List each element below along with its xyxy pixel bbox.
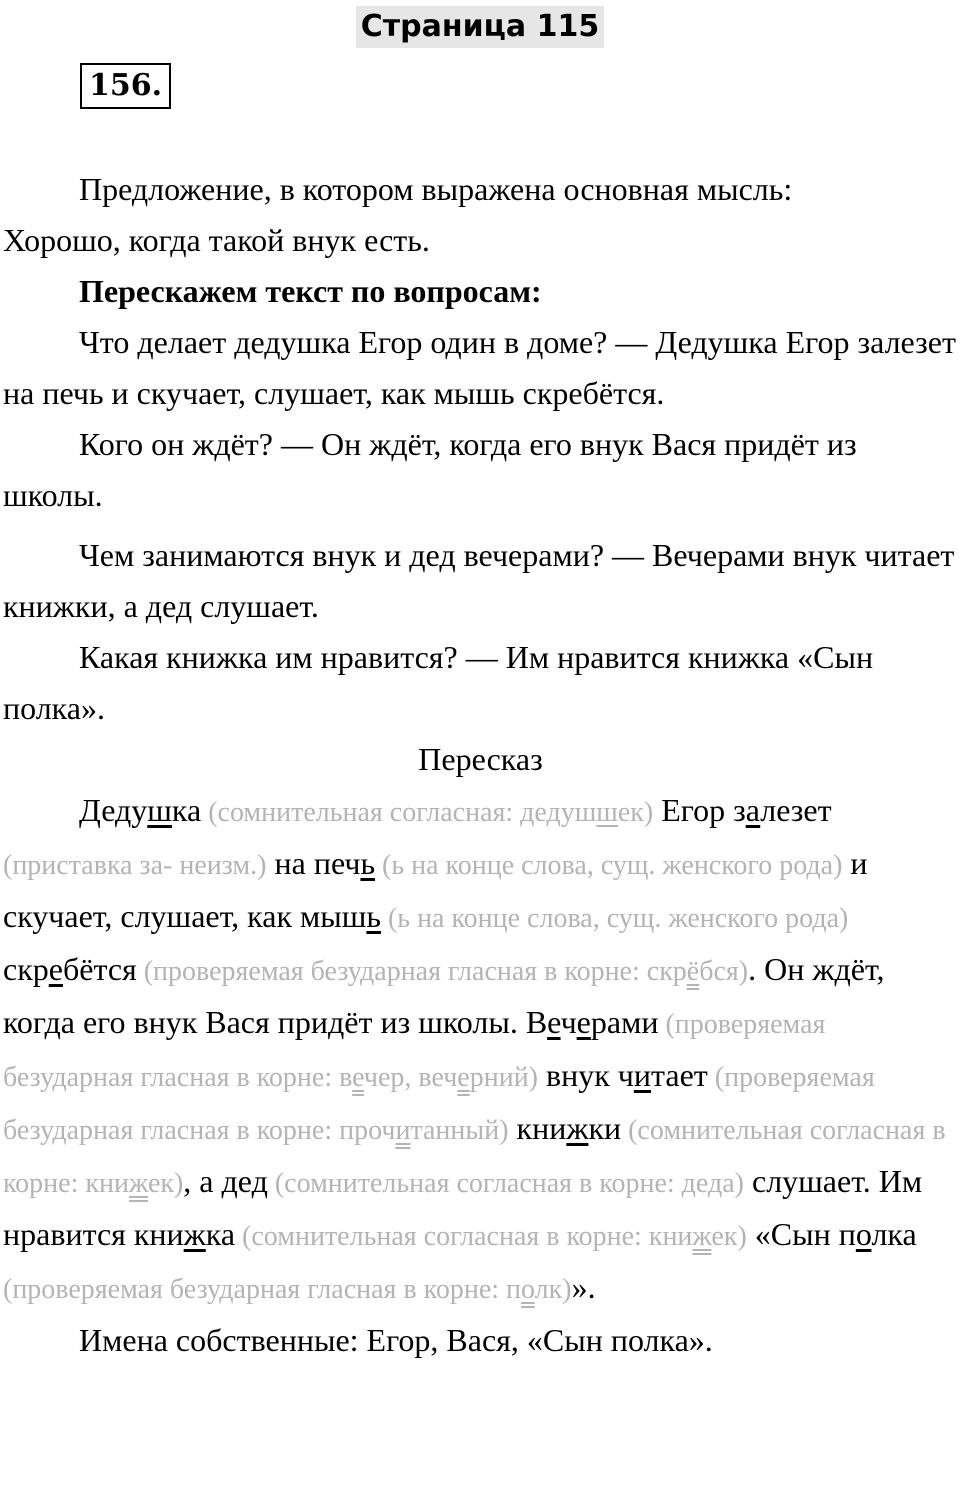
retelling-title: Пересказ bbox=[418, 741, 543, 777]
word-dedushka: Дедушка bbox=[79, 792, 202, 828]
qa-paragraph-3: Чем занимаются внук и дед вечерами? — Вечерами внук читает книжки, а дед слушает. bbox=[3, 537, 955, 624]
main-idea-label: Предложение, в котором выражена основная мысль: bbox=[79, 171, 793, 207]
retelling-paragraph: Дедушка (сомнительная согласная: дедушшек) Егор залезет (приставка за- неизм.) на печь (ь на конце слова, сущ. женского рода) и скучает, слушает, как мышь (ь на конце слова, сущ. женского рода) скребётся (проверяемая безударная гласная в корне: скрёбся). Он ждёт, когда его внук Вася придёт из школы. Вечерами (проверяемая безударная гласная в корне: вечер, вечерний) внук читает (проверяемая безударная гласная в корне: прочитанный) книжки (сомнительная согласная в корне: книжек), а дед (сомнительная согласная в корне: деда) слушает. Им нравится книжка (сомнительная согласная в корне: книжек) «Сын полка (проверяемая безударная гласная в корне: полк)». bbox=[3, 792, 946, 1305]
hint-2: (приставка за- неизм.) bbox=[3, 850, 267, 881]
hint-3: (ь на конце слова, сущ. женского рода) bbox=[375, 850, 843, 881]
answer-text bbox=[3, 164, 958, 1366]
hint-5: (проверяемая безударная гласная в корне: скрёбся) bbox=[136, 956, 749, 987]
hint-8: (сомнительная согласная в корне: книжек) bbox=[3, 1115, 946, 1199]
hint-1: (сомнительная согласная: дедушшек) bbox=[201, 797, 654, 828]
page-title: Страница 115 bbox=[356, 6, 604, 48]
hint-9: (сомнительная согласная в корне: деда) bbox=[267, 1168, 744, 1199]
qa-paragraph-4: Какая книжка им нравится? — Им нравится книжка «Сын полка». bbox=[3, 639, 874, 726]
qa-paragraph-1: Что делает дедушка Егор один в доме? — Дедушка Егор залезет на печь и скучает, слушает, как мышь скребётся. bbox=[3, 324, 956, 411]
main-idea-sentence: Хорошо, когда такой внук есть. bbox=[3, 222, 430, 258]
page-header bbox=[0, 6, 960, 48]
qa-paragraph-2: Кого он ждёт? — Он ждёт, когда его внук Вася придёт из школы. bbox=[3, 426, 857, 513]
hint-11: (проверяемая безударная гласная в корне: полк) bbox=[3, 1274, 572, 1305]
hint-4: (ь на конце слова, сущ. женского рода) bbox=[380, 903, 849, 934]
hint-10: (сомнительная согласная в корне: книжек) bbox=[235, 1221, 747, 1252]
retell-heading: Перескажем текст по вопросам: bbox=[79, 273, 542, 309]
hint-6: (проверяемая безударная гласная в корне: вечер, вечерний) bbox=[3, 1009, 826, 1093]
proper-names: Имена собственные: Егор, Вася, «Сын полка». bbox=[79, 1322, 713, 1358]
hint-7: (проверяемая безударная гласная в корне: прочитанный) bbox=[3, 1062, 875, 1146]
task-number: 156. bbox=[80, 63, 171, 109]
